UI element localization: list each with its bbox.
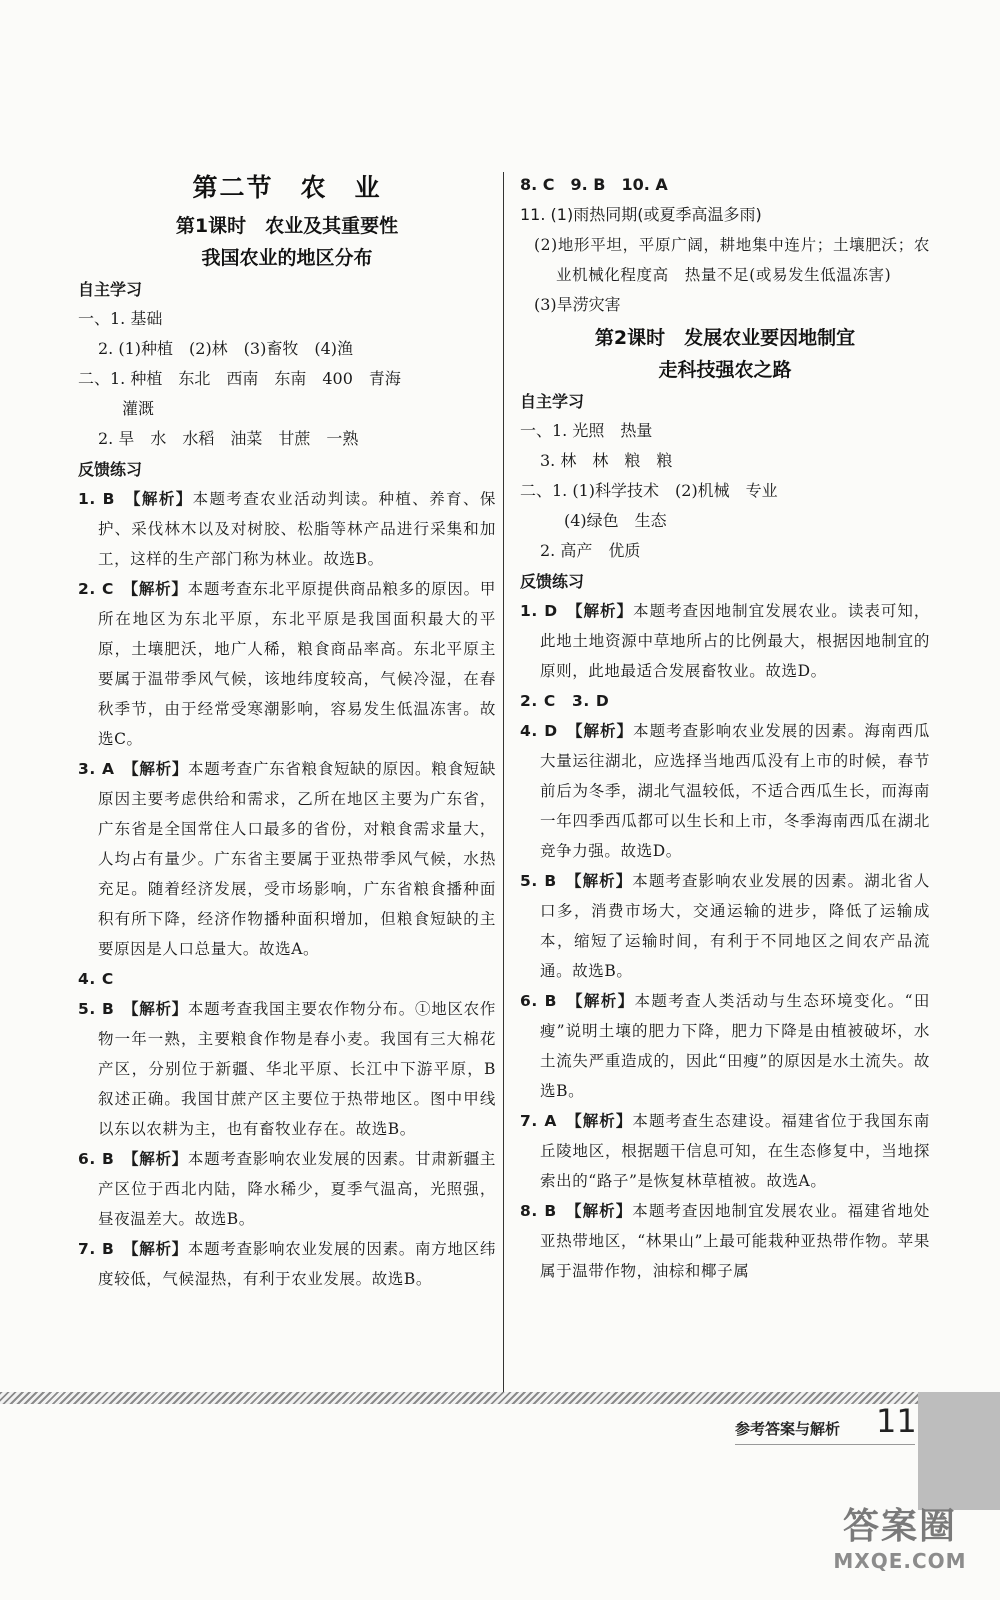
question-number: 7.	[520, 1112, 538, 1130]
section-heading-feedback: 反馈练习	[78, 460, 143, 479]
analysis-text: 本题考查因地制宜发展农业。福建省地处亚热带地区，“林果山”上最可能栽种亚热带作物。苹果属于温带作物，油棕和椰子属	[540, 1202, 930, 1280]
analysis-text: 本题考查广东省粮食短缺的原因。粮食短缺原因主要考虑供给和需求，乙所在地区主要为广东省，广东省是全国常住人口最多的省份，对粮食需求量大，人均占有量少。广东省主要属于亚热带季风气候，水热充足。随着经济发展，受市场影响，广东省粮食播种面积有所下降，经济作物播种面积增加，但粮食短缺的主要原因是人口总量大。故选A。	[98, 760, 496, 958]
question-item	[78, 964, 496, 994]
section-heading-self-study: 自主学习	[78, 280, 143, 299]
question-answer: D	[537, 602, 575, 620]
question-number: 4.	[78, 970, 96, 988]
analysis-tag: 【解析】	[574, 992, 635, 1010]
answer-line: 二、1. 种植 东北 西南 东南 400 青海	[78, 369, 401, 388]
question-answer: D	[537, 722, 575, 740]
question-number: 5.	[520, 872, 538, 890]
answer-line: 8. C 9. B 10. A	[520, 175, 668, 194]
answer-line: (4)绿色 生态	[564, 511, 667, 530]
question-number: 2.	[78, 580, 96, 598]
analysis-tag: 【解析】	[574, 602, 634, 620]
analysis-text: 本题考查人类活动与生态环境变化。“田瘦”说明土壤的肥力下降，肥力下降是由植被破坏，水土流失严重造成的，因此“田瘦”的原因是水土流失。故选B。	[540, 992, 930, 1100]
question-answer: A	[537, 1112, 574, 1130]
analysis-tag: 【解析】	[132, 490, 193, 508]
question-item	[78, 574, 496, 754]
analysis-text: 本题考查影响农业发展的因素。湖北省人口多，消费市场大，交通运输的进步，降低了运输成本，缩短了运输时间，有利于不同地区之间农产品流通。故选B。	[540, 872, 930, 980]
question-answer: C	[95, 970, 130, 988]
analysis-tag: 【解析】	[130, 1240, 188, 1258]
question-number: 8.	[520, 1202, 538, 1220]
analysis-text: 本题考查我国主要农作物分布。①地区农作物一年一熟，主要粮食作物是春小麦。我国有三大棉花产区，分别位于新疆、华北平原、长江中下游平原，B叙述正确。我国甘蔗产区主要位于热带地区。图中甲线以东以农耕为主，也有畜牧业存在。故选B。	[98, 1000, 497, 1138]
question-number: 6.	[78, 1150, 96, 1168]
analysis-text: 本题考查影响农业发展的因素。南方地区纬度较低，气候湿热，有利于农业发展。故选B。	[98, 1240, 497, 1288]
analysis-tag: 【解析】	[130, 760, 189, 778]
question-item	[78, 484, 496, 574]
answer-line: 2. 旱 水 水稻 油菜 甘蔗 一熟	[98, 429, 359, 448]
question-list	[520, 596, 930, 1286]
footer-rule	[735, 1444, 915, 1445]
question-number: 1.	[520, 602, 538, 620]
question-number: 5.	[78, 1000, 96, 1018]
analysis-text: 本题考查影响农业发展的因素。海南西瓜大量运往湖北，应选择当地西瓜没有上市的时候，春节前后为冬季，湖北气温较低，不适合西瓜生长，而海南一年四季西瓜都可以生长和上市，冬季海南西瓜在湖北竞争力强。故选D。	[540, 722, 930, 860]
page-number: 11	[876, 1402, 917, 1440]
question-number: 6.	[520, 992, 538, 1010]
question-item	[78, 1144, 496, 1234]
watermark-logo: 答案圈	[842, 1506, 957, 1547]
answer-line: 灌溉	[122, 399, 155, 418]
lesson-subtitle: 走科技强农之路	[658, 359, 792, 381]
left-column	[78, 170, 496, 1294]
question-answer: B	[95, 1240, 131, 1258]
analysis-tag: 【解析】	[130, 1000, 188, 1018]
question-item	[520, 1106, 930, 1196]
question-answer: B	[95, 1150, 131, 1168]
watermark-url: MXQE.COM	[833, 1549, 967, 1573]
question-answer: C	[95, 580, 131, 598]
analysis-tag: 【解析】	[130, 580, 188, 598]
analysis-text: 本题考查因地制宜发展农业。读表可知，此地土地资源中草地所占的比例最大，根据因地制宜的原则，此地最适合发展畜牧业。故选D。	[540, 602, 930, 680]
section-heading-self-study: 自主学习	[520, 392, 585, 411]
answer-line: 3. 林 林 粮 粮	[540, 451, 673, 470]
question-item	[78, 994, 496, 1144]
question-answer: B	[537, 872, 574, 890]
question-answer: B	[95, 490, 133, 508]
question-number: 3.	[78, 760, 96, 778]
lesson-title: 第2课时 发展农业要因地制宜	[594, 327, 856, 349]
answer-line: 2. 高产 优质	[540, 541, 641, 560]
watermark	[800, 1498, 1000, 1573]
question-item	[520, 716, 930, 866]
question-list	[78, 484, 496, 1294]
question-item	[78, 1234, 496, 1294]
column-divider	[503, 172, 504, 1397]
answer-line: (2)地形平坦，平原广阔，耕地集中连片；土壤肥沃；农业机械化程度高 热量不足(或易发生低温冻害)	[534, 236, 930, 284]
question-item	[78, 754, 496, 964]
analysis-text: 本题考查生态建设。福建省位于我国东南丘陵地区，根据题干信息可知，在生态修复中，当地探索出的“路子”是恢复林草植被。故选A。	[540, 1112, 930, 1190]
analysis-tag: 【解析】	[573, 1112, 633, 1130]
analysis-tag: 【解析】	[573, 1202, 633, 1220]
corner-block	[918, 1392, 1000, 1510]
answer-line: 一、1. 光照 热量	[520, 421, 653, 440]
question-number: 1.	[78, 490, 96, 508]
analysis-text: 本题考查影响农业发展的因素。甘肃新疆主产区位于西北内陆，降水稀少，夏季气温高，光照强，昼夜温差大。故选B。	[98, 1150, 497, 1228]
question-item	[520, 686, 930, 716]
analysis-tag: 【解析】	[130, 1150, 188, 1168]
answer-line: 2. (1)种植 (2)林 (3)畜牧 (4)渔	[98, 339, 354, 358]
answer-line: 一、1. 基础	[78, 309, 163, 328]
analysis-tag: 【解析】	[573, 872, 633, 890]
answer-line: 11. (1)雨热同期(或夏季高温多雨)	[520, 205, 762, 224]
question-item	[520, 986, 930, 1106]
analysis-tag: 【解析】	[574, 722, 634, 740]
question-number: 2.	[520, 692, 538, 710]
question-answer: B	[537, 1202, 574, 1220]
chapter-title: 第二节 农 业	[192, 173, 382, 202]
right-column	[520, 170, 930, 1286]
question-item	[520, 866, 930, 986]
question-item	[520, 596, 930, 686]
question-answer: C 3. D	[537, 692, 626, 710]
question-item	[520, 1196, 930, 1286]
answer-line: (3)旱涝灾害	[534, 295, 621, 314]
section-heading-feedback: 反馈练习	[520, 572, 585, 591]
answer-line: 二、1. (1)科学技术 (2)机械 专业	[520, 481, 778, 500]
question-number: 4.	[520, 722, 538, 740]
analysis-text: 本题考查农业活动判读。种植、养育、保护、采伐林木以及对树胶、松脂等林产品进行采集和加工，这样的生产部门称为林业。故选B。	[98, 490, 496, 568]
question-answer: B	[95, 1000, 131, 1018]
footer-hatch-band	[0, 1392, 920, 1404]
analysis-text: 本题考查东北平原提供商品粮多的原因。甲所在地区为东北平原，东北平原是我国面积最大的平原，土壤肥沃，地广人稀，粮食商品率高。东北平原主要属于温带季风气候，该地纬度较高，气候冷湿，在春秋季节，由于经常受寒潮影响，容易发生低温冻害。故选C。	[98, 580, 497, 748]
footer-label: 参考答案与解析	[735, 1420, 841, 1438]
lesson-title: 第1课时 农业及其重要性	[175, 215, 399, 237]
question-answer: B	[537, 992, 575, 1010]
question-number: 7.	[78, 1240, 96, 1258]
question-answer: A	[95, 760, 131, 778]
lesson-subtitle: 我国农业的地区分布	[201, 247, 373, 269]
